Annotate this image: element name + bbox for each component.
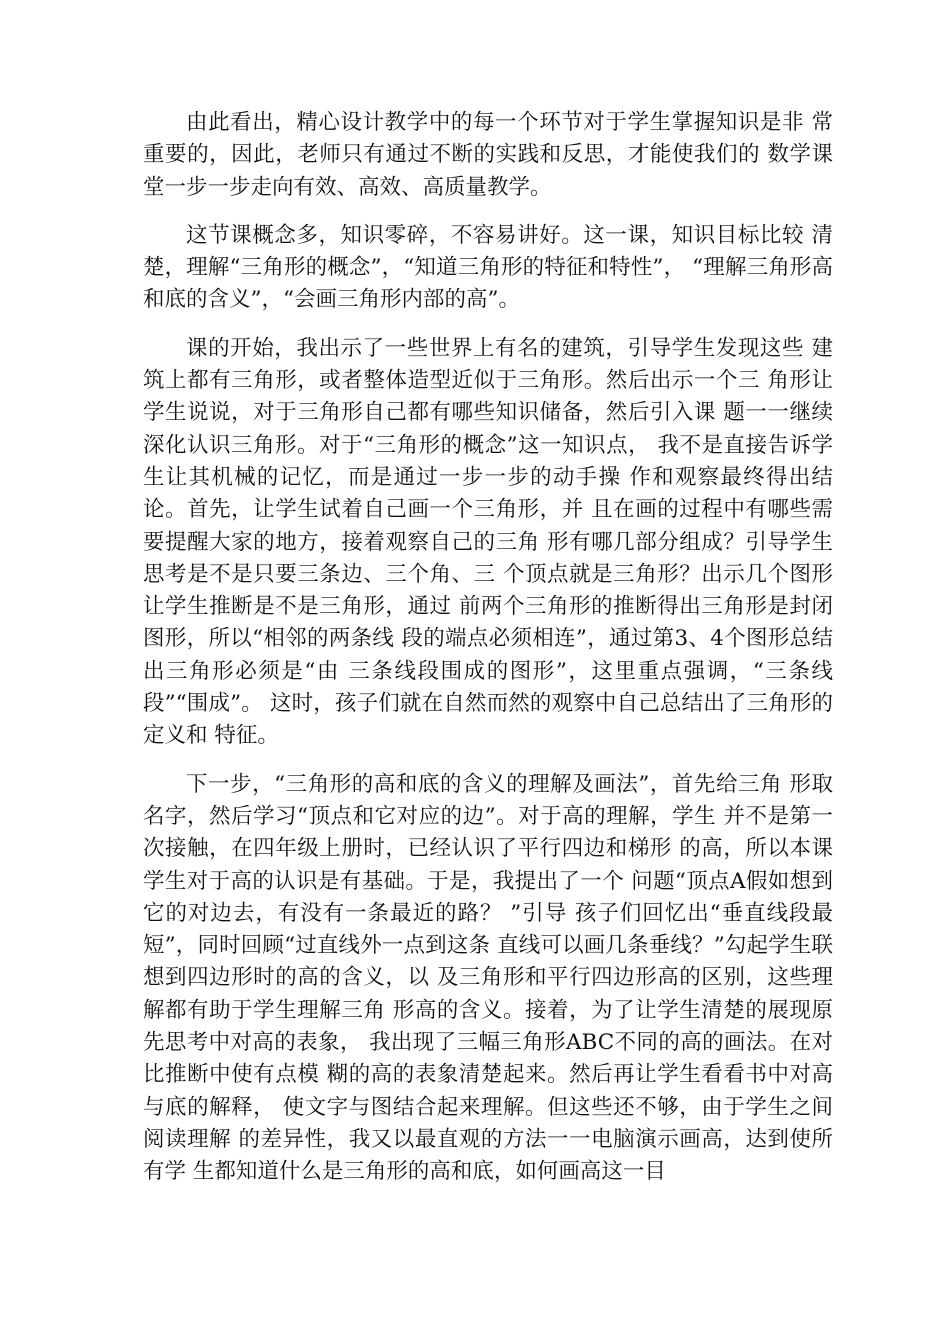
paragraph-conclusion: 由此看出，精心设计教学中的每一个环节对于学生掌握知识是非 常重要的，因此，老师只有通过不断的实践和反思，才能使我们的 数学课堂一步一步走向有效、高效、高质量教学。: [143, 110, 833, 200]
paragraph-height-and-base: 下一步，“三角形的高和底的含义的理解及画法”，首先给三角 形取名字，然后学习“顶点和它对应的边”。对于高的理解，学生 并不是第一次接触，在四年级上册时，已经认识了平行四边和梯形 的高，所以本课学生对于高的认识是有基础。于是，我提出了一个 问题“顶点A假如想到它的对边去，有没有一条最近的路？ ”引导 孩子们回忆出“垂直线段最短”，同时回顾“过直线外一点到这条 直线可以画几条垂线？”勾起学生联想到四边形时的高的含义，以 及三角形和平行四边形高的区别，这些理解都有助于学生理解三角 形高的含义。接着，为了让学生清楚的展现原先思考中对高的表象， 我出现了三幅三角形ABC不同的高的画法。在对比推断中使有点模 糊的高的表象清楚起来。然后再让学生看看书中对高与底的解释， 使文字与图结合起来理解。但这些还不够，由于学生之间阅读理解 的差异性，我又以最直观的方法一一电脑演示画高，达到使所有学 生都知道什么是三角形的高和底，如何画高这一目: [143, 771, 833, 1185]
document-page: [143, 107, 833, 1189]
paragraph-lesson-goals: 这节课概念多，知识零碎，不容易讲好。这一课，知识目标比较 清楚，理解“三角形的概念”，“知道三角形的特征和特性”， “理解三角形高和底的含义”，“会画三角形内部的高”。: [143, 222, 833, 313]
paragraph-lesson-opening: 课的开始，我出示了一些世界上有名的建筑，引导学生发现这些 建筑上都有三角形，或者整体造型近似于三角形。然后出示一个三 角形让学生说说，对于三角形自己都有哪些知识储备，然后引入课 题一一继续深化认识三角形。对于“三角形的概念”这一知识点， 我不是直接告诉学生让其机械的记忆，而是通过一步一步的动手操 作和观察最终得出结论。首先，让学生试着自己画一个三角形，并 且在画的过程中有哪些需要提醒大家的地方，接着观察自己的三角 形有哪几部分组成？引导学生思考是不是只要三条边、三个角、三 个顶点就是三角形？出示几个图形让学生推断是不是三角形，通过 前两个三角形的推断得出三角形是封闭图形，所以“相邻的两条线 段的端点必须相连”，通过第3、4个图形总结出三角形必须是“由 三条线段围成的图形”，这里重点强调，“三条线段”“围成”。 这时，孩子们就在自然而然的观察中自己总结出了三角形的定义和 特征。: [143, 335, 833, 749]
